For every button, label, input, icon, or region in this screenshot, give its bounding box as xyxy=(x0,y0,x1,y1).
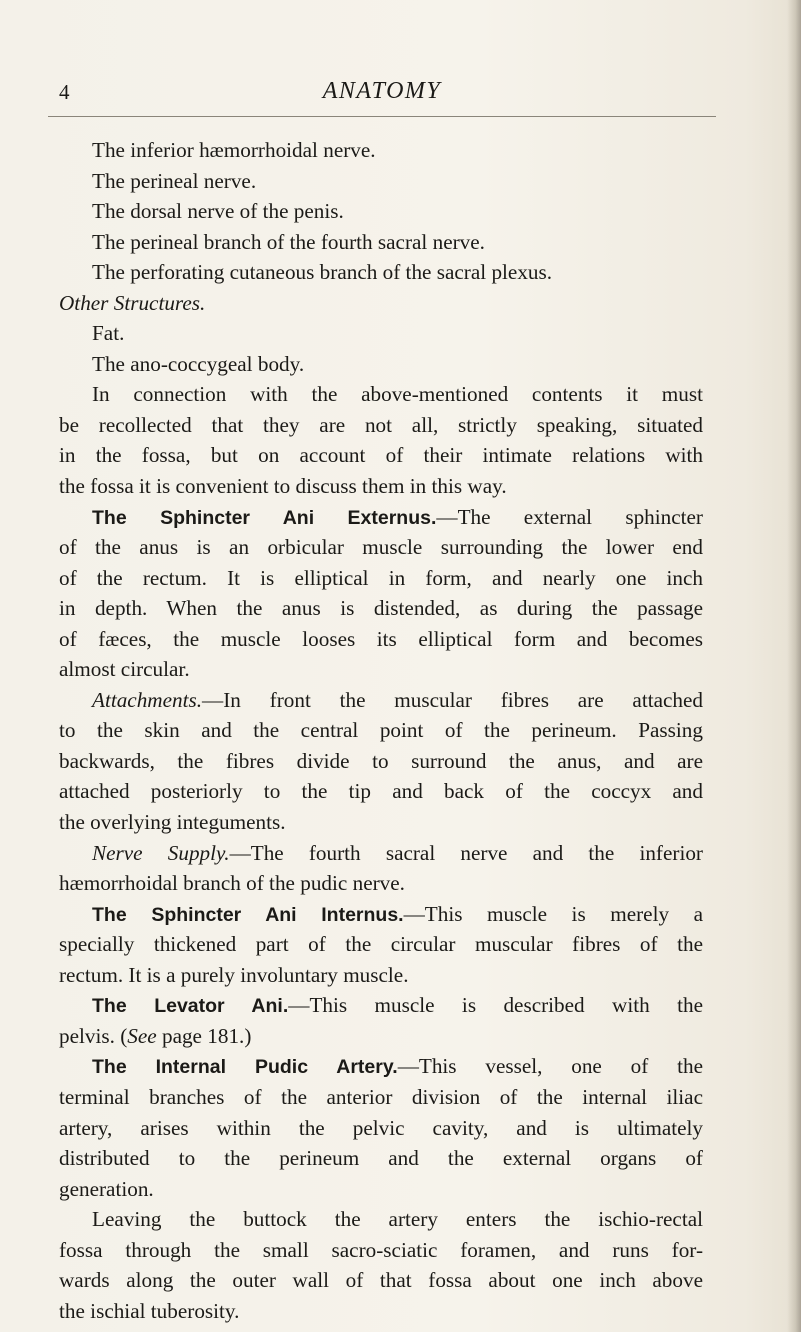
text-line xyxy=(59,318,703,349)
text-line xyxy=(59,624,703,655)
text-line xyxy=(59,379,703,410)
page-edge-shadow xyxy=(787,0,801,1332)
text-line xyxy=(59,838,703,869)
text-line xyxy=(59,654,703,685)
text-line xyxy=(59,166,703,197)
text-run: The perforating cutaneous branch of the sacral plexus. xyxy=(92,260,553,285)
running-head: ANATOMY xyxy=(322,78,442,104)
text-line xyxy=(59,868,703,899)
text-run: —In front the muscular fibres are attached xyxy=(202,687,703,712)
text-run: of the anus is an orbicular muscle surrounding the lower end xyxy=(59,535,703,560)
text-line xyxy=(59,1113,703,1144)
text-line xyxy=(59,532,703,563)
text-line xyxy=(59,1051,703,1082)
text-run: Leaving the buttock the artery enters the ischio-rectal xyxy=(92,1207,703,1232)
text-line xyxy=(59,227,703,258)
text-run: of fæces, the muscle looses its elliptical form and becomes xyxy=(59,626,703,651)
text-run: the ischial tuberosity. xyxy=(59,1298,240,1323)
text-run: The dorsal nerve of the penis. xyxy=(92,199,344,224)
text-run: —This muscle is merely a xyxy=(403,901,703,926)
text-line xyxy=(59,807,703,838)
text-line xyxy=(59,349,703,380)
italic-subheading: Other Structures. xyxy=(59,290,206,315)
text-line xyxy=(59,899,703,930)
text-run: In connection with the above-mentioned contents it must xyxy=(92,382,703,407)
text-line xyxy=(59,410,703,441)
text-line xyxy=(59,990,703,1021)
text-line xyxy=(59,288,703,319)
text-line xyxy=(59,1265,703,1296)
text-run: in depth. When the anus is distended, as during the passage xyxy=(59,596,703,621)
text-run: to the skin and the central point of the perineum. Passing xyxy=(59,718,703,743)
text-run: the overlying integuments. xyxy=(59,810,286,835)
text-run: generation. xyxy=(59,1176,154,1201)
text-run: The perineal nerve. xyxy=(92,168,257,193)
section-heading: The Internal Pudic Artery. xyxy=(92,1056,398,1079)
italic-subheading: Attachments. xyxy=(92,687,203,712)
text-line xyxy=(59,1235,703,1266)
text-run: almost circular. xyxy=(59,657,190,682)
text-run: wards along the outer wall of that fossa about one inch above xyxy=(59,1268,703,1293)
text-run: Fat. xyxy=(92,321,125,346)
text-line xyxy=(59,1296,703,1327)
text-run: of the rectum. It is elliptical in form, and nearly one inch xyxy=(59,565,703,590)
italic-subheading: See xyxy=(127,1023,157,1048)
text-line xyxy=(59,1021,703,1052)
text-run: —The external sphincter xyxy=(436,504,703,529)
text-run: terminal branches of the anterior division of the internal iliac xyxy=(59,1084,703,1109)
text-line xyxy=(59,471,703,502)
text-run: attached posteriorly to the tip and back of the coccyx and xyxy=(59,779,703,804)
text-run: fossa through the small sacro-sciatic foramen, and runs for- xyxy=(59,1237,703,1262)
text-run: artery, arises within the pelvic cavity, and is ultimately xyxy=(59,1115,703,1140)
text-line xyxy=(59,1174,703,1205)
text-run: in the fossa, but on account of their intimate relations with xyxy=(59,443,703,468)
section-heading: The Levator Ani. xyxy=(92,995,289,1018)
text-line xyxy=(59,929,703,960)
text-run: be recollected that they are not all, strictly speaking, situated xyxy=(59,412,703,437)
text-line xyxy=(59,502,703,533)
text-run: —This vessel, one of the xyxy=(397,1054,703,1079)
page-number: 4 xyxy=(59,80,70,104)
section-heading: The Sphincter Ani Externus. xyxy=(92,506,437,529)
text-line xyxy=(59,776,703,807)
text-run: rectum. It is a purely involuntary muscle. xyxy=(59,962,409,987)
text-line xyxy=(59,746,703,777)
text-line xyxy=(59,1082,703,1113)
text-run: The inferior hæmorrhoidal nerve. xyxy=(92,138,376,162)
text-line xyxy=(59,960,703,991)
text-line xyxy=(59,685,703,716)
text-line xyxy=(59,1204,703,1235)
text-run: —This muscle is described with the xyxy=(288,993,703,1018)
text-run: —The fourth sacral nerve and the inferior xyxy=(229,840,703,865)
text-run: specially thickened part of the circular muscular fibres of the xyxy=(59,932,703,957)
text-line xyxy=(59,715,703,746)
text-line xyxy=(59,563,703,594)
body-text xyxy=(59,135,703,1326)
section-heading: The Sphincter Ani Internus. xyxy=(92,903,404,926)
text-line xyxy=(59,1143,703,1174)
page-header xyxy=(48,76,716,117)
text-line xyxy=(59,440,703,471)
italic-subheading: Nerve Supply. xyxy=(92,840,230,865)
text-run: The ano-coccygeal body. xyxy=(92,351,305,376)
text-run: distributed to the perineum and the external organs of xyxy=(59,1146,703,1171)
text-line xyxy=(59,196,703,227)
text-run: page 181.) xyxy=(156,1023,252,1048)
text-run: pelvis. ( xyxy=(59,1023,128,1048)
text-run: backwards, the fibres divide to surround the anus, and are xyxy=(59,748,703,773)
text-line xyxy=(59,593,703,624)
text-line xyxy=(59,135,703,166)
text-run: the fossa it is convenient to discuss them in this way. xyxy=(59,474,507,499)
text-run: hæmorrhoidal branch of the pudic nerve. xyxy=(59,871,405,896)
text-run: The perineal branch of the fourth sacral nerve. xyxy=(92,229,485,254)
text-line xyxy=(59,257,703,288)
